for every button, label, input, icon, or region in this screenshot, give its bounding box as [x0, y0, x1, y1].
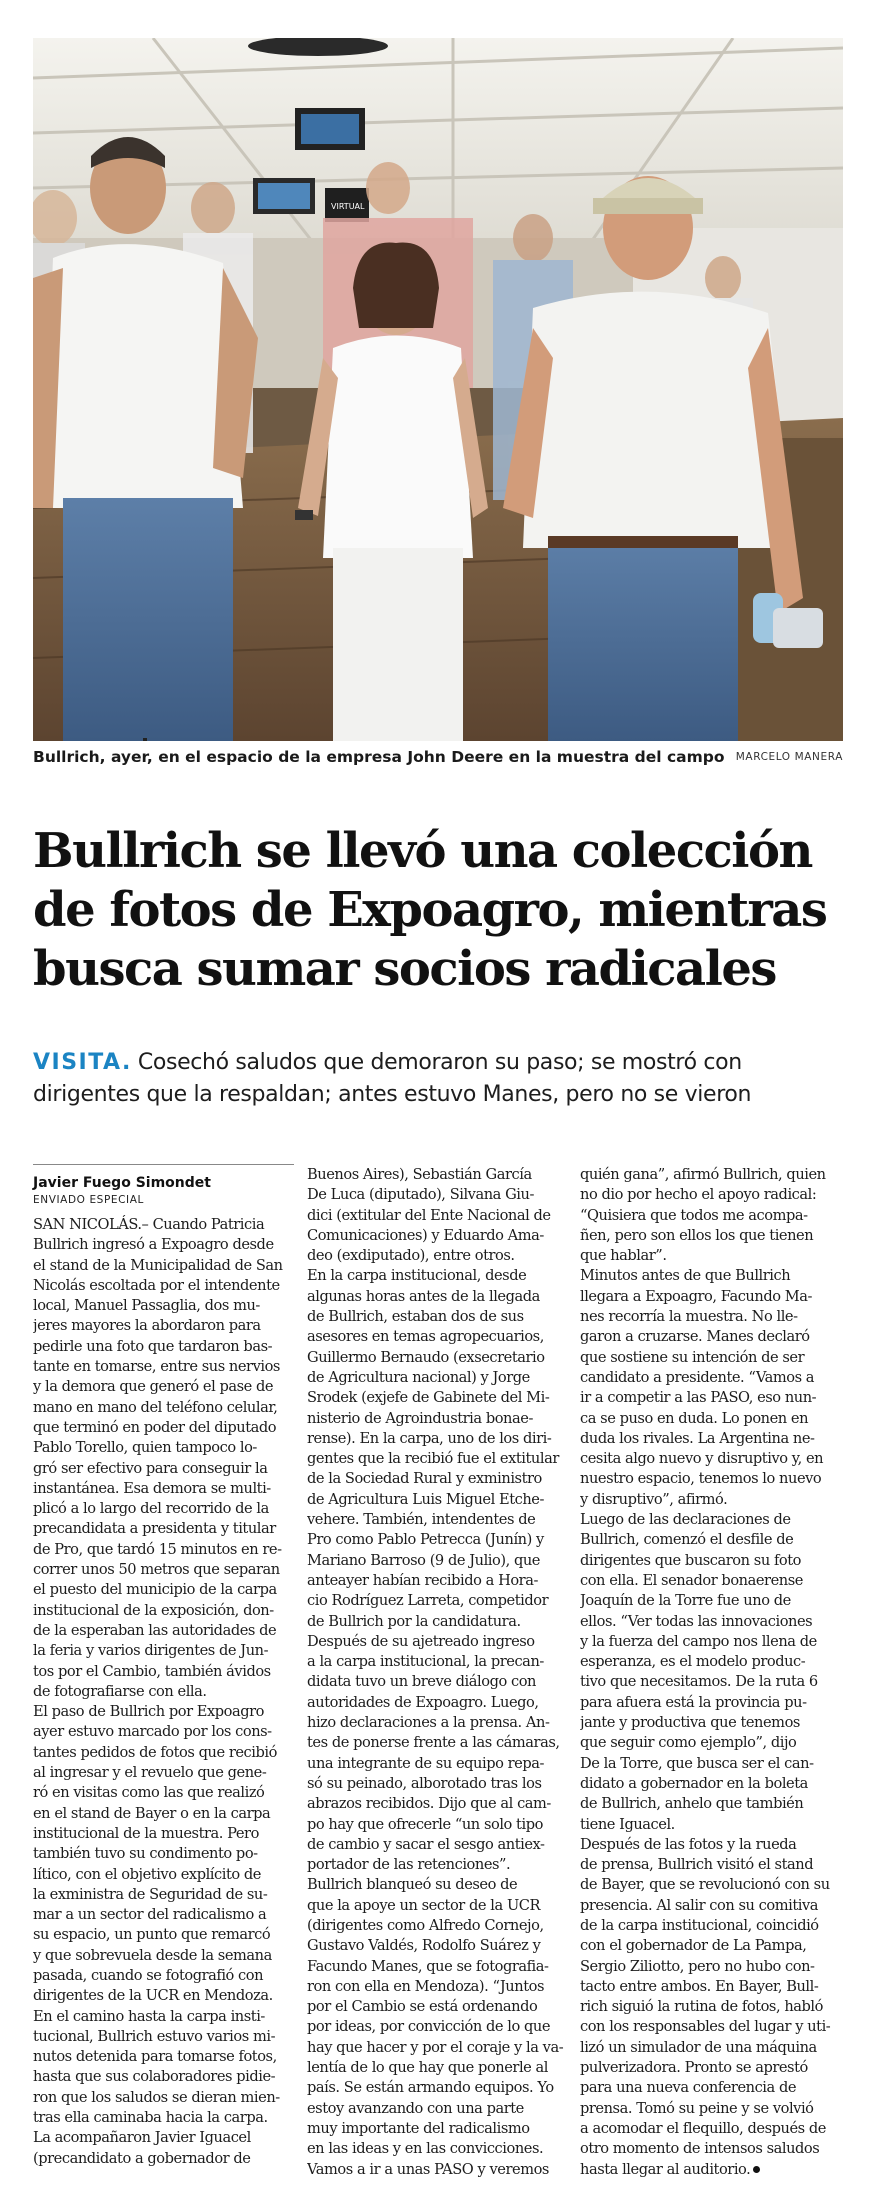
article-line: ron que los saludos se dieran mien-: [33, 2088, 280, 2106]
article-line: tivo que necesitamos. De la ruta 6: [580, 1673, 818, 1691]
headline-line: busca sumar socios radicales: [33, 941, 776, 997]
article-line: tante en tomarse, entre sus nervios: [33, 1358, 280, 1376]
article-line: el puesto del municipio de la carpa: [33, 1581, 277, 1599]
subhead-line: dirigentes que la respaldan; antes estuvo Manes, pero no se vieron: [33, 1082, 752, 1107]
article-line: Buenos Aires), Sebastián García: [307, 1166, 532, 1183]
article-line: dici (extitular del Ente Nacional de: [307, 1206, 551, 1224]
article-line: institucional de la muestra. Pero: [33, 1824, 259, 1842]
article-line: de Agricultura Luis Miguel Etche-: [307, 1490, 544, 1508]
article-line: candidato a presidente. “Vamos a: [580, 1368, 815, 1386]
article-line: Vamos a ir a unas PASO y veremos: [307, 2160, 549, 2178]
article-line: Pablo Torello, quien tampoco lo-: [33, 1439, 257, 1457]
article-line: vehere. También, intendentes de: [307, 1511, 536, 1529]
article-line: pulverizadora. Pronto se aprestó: [580, 2059, 808, 2077]
article-line: dirigentes de la UCR en Mendoza.: [33, 1987, 273, 2005]
article-line: por ideas, por convicción de lo que: [307, 2018, 551, 2036]
article-line: po hay que ofrecerle “un solo tipo: [307, 1815, 543, 1833]
article-line: por el Cambio se está ordenando: [307, 1998, 538, 2016]
article-line: prensa. Tomó su peine y se volvió: [580, 2099, 814, 2117]
article-line: a acomodar el flequillo, después de: [580, 2119, 826, 2137]
article-line: SAN NICOLÁS.– Cuando Patricia: [33, 1216, 265, 1233]
article-line: Pro como Pablo Petrecca (Junín) y: [307, 1531, 544, 1549]
article-line: (precandidato a gobernador de: [33, 2149, 251, 2167]
article-column-3: [580, 1165, 841, 2180]
article-line: de Bullrich, anhelo que también: [580, 1795, 804, 1813]
article-line: gró ser efectivo para conseguir la: [33, 1459, 268, 1477]
article-line: Facundo Manes, que se fotografia-: [307, 1957, 549, 1975]
article-line: de la esperaban las autoridades de: [33, 1621, 277, 1639]
article-line: El paso de Bullrich por Expoagro: [33, 1703, 265, 1721]
article-line: nutos detenida para tomarse fotos,: [33, 2048, 277, 2066]
article-line: rense). En la carpa, uno de los diri-: [307, 1429, 552, 1447]
article-line: Joaquín de la Torre fue uno de: [580, 1592, 791, 1610]
article-line: Srodek (exjefe de Gabinete del Mi-: [307, 1389, 550, 1407]
article-line: mar a un sector del radicalismo a: [33, 1906, 267, 1924]
article-line: abrazos recibidos. Dijo que al cam-: [307, 1795, 551, 1813]
article-line: portador de las retenciones”.: [307, 1856, 511, 1874]
article-line: só su peinado, alborotado tras los: [307, 1774, 542, 1792]
article-line: La acompañaron Javier Iguacel: [33, 2129, 251, 2147]
article-line: ellos. “Ver todas las innovaciones: [580, 1612, 813, 1630]
article-line: quién gana”, afirmó Bullrich, quien: [580, 1166, 826, 1183]
article-line: Después de su ajetreado ingreso: [307, 1632, 535, 1650]
article-line: tucional, Bullrich estuvo varios mi-: [33, 2027, 276, 2045]
article-line: y la demora que generó el pase de: [33, 1378, 274, 1396]
article-line: pasada, cuando se fotografió con: [33, 1966, 264, 1984]
article-line: lentía de lo que hay que ponerle al: [307, 2059, 549, 2077]
article-line: Guillermo Bernaudo (exsecretario: [307, 1348, 545, 1366]
article-line: tantes pedidos de fotos que recibió: [33, 1743, 277, 1761]
article-line: que sostiene su intención de ser: [580, 1348, 805, 1366]
article-line: no dio por hecho el apoyo radical:: [580, 1186, 817, 1204]
article-line: y que sobrevuela desde la semana: [33, 1946, 272, 1964]
headline-line: Bullrich se llevó una colección: [33, 823, 812, 879]
article-line: duda los rivales. La Argentina ne-: [580, 1429, 815, 1447]
article-line: la feria y varios dirigentes de Jun-: [33, 1642, 269, 1660]
article-line: instantánea. Esa demora se multi-: [33, 1479, 271, 1497]
photo-credit: MARCELO MANERA: [735, 751, 843, 763]
byline-author: Javier Fuego Simondet: [33, 1175, 211, 1191]
article-line: Bullrich, comenzó el desfile de: [580, 1531, 794, 1549]
article-line: De Luca (diputado), Silvana Giu-: [307, 1186, 534, 1204]
article-line: Minutos antes de que Bullrich: [580, 1267, 791, 1285]
article-line: hasta llegar al auditorio.: [580, 2160, 841, 2180]
article-line: Bullrich blanqueó su deseo de: [307, 1876, 518, 1894]
lead-photo: [33, 38, 843, 741]
article-line: que la apoye un sector de la UCR: [307, 1896, 541, 1914]
article-line: que hablar”.: [580, 1247, 667, 1265]
article-line: Después de las fotos y la rueda: [580, 1835, 797, 1853]
article-line: una integrante de su equipo repa-: [307, 1754, 544, 1772]
article-line: estoy avanzando con una parte: [307, 2099, 524, 2117]
article-line: al ingresar y el revuelo que gene-: [33, 1764, 267, 1782]
article-line: de la Sociedad Rural y exministro: [307, 1470, 542, 1488]
article-line: jeres mayores la abordaron para: [33, 1317, 261, 1335]
article-line: ir a competir a las PASO, eso nun-: [580, 1389, 817, 1407]
article-line: didato a gobernador en la boleta: [580, 1774, 808, 1792]
article-line: cesita algo nuevo y disruptivo y, en: [580, 1450, 824, 1468]
photo-illustration: [33, 38, 843, 741]
article-line: nuestro espacio, tenemos lo nuevo: [580, 1470, 822, 1488]
article-line: otro momento de intensos saludos: [580, 2140, 820, 2158]
article-line: de Pro, que tardó 15 minutos en re-: [33, 1540, 282, 1558]
article-line: con ella. El senador bonaerense: [580, 1571, 803, 1589]
article-line: institucional de la exposición, don-: [33, 1601, 274, 1619]
article-line: cio Rodríguez Larreta, competidor: [307, 1592, 549, 1610]
article-line: y la fuerza del campo nos llena de: [580, 1632, 817, 1650]
kicker: VISITA.: [33, 1050, 132, 1075]
article-line: tacto entre ambos. En Bayer, Bull-: [580, 1977, 819, 1995]
article-line: local, Manuel Passaglia, dos mu-: [33, 1297, 260, 1315]
article-line: de cambio y sacar el sesgo antiex-: [307, 1835, 545, 1853]
article-line: y disruptivo”, afirmó.: [580, 1490, 728, 1508]
article-line: correr unos 50 metros que separan: [33, 1561, 280, 1579]
article-line: con los responsables del lugar y uti-: [580, 2018, 831, 2036]
article-line: anteayer habían recibido a Hora-: [307, 1571, 538, 1589]
article-line: de Bayer, que se revolucionó con su: [580, 1876, 830, 1894]
article-line: hay que hacer y por el coraje y la va-: [307, 2038, 564, 2056]
photo-caption: Bullrich, ayer, en el espacio de la empresa John Deere en la muestra del campo: [33, 748, 725, 766]
article-line: ñen, pero son ellos los que tienen: [580, 1226, 814, 1244]
article-line: de Agricultura nacional) y Jorge: [307, 1368, 530, 1386]
article-line: jante y productiva que tenemos: [580, 1714, 800, 1732]
sign-text: VIRTUAL: [331, 202, 365, 211]
article-line: rich siguió la rutina de fotos, habló: [580, 1998, 823, 2016]
article-line: En la carpa institucional, desde: [307, 1267, 527, 1285]
article-line: lítico, con el objetivo explícito de: [33, 1865, 261, 1883]
article-line: con el gobernador de La Pampa,: [580, 1937, 807, 1955]
article-line: nes recorría la muestra. No lle-: [580, 1308, 798, 1326]
article-line: Bullrich ingresó a Expoagro desde: [33, 1236, 274, 1254]
article-line: hizo declaraciones a la prensa. An-: [307, 1714, 550, 1732]
article-line: tras ella caminaba hacia la carpa.: [33, 2109, 268, 2127]
article-line: Mariano Barroso (9 de Julio), que: [307, 1551, 540, 1569]
column-2-text: [307, 1165, 568, 2180]
byline-role: ENVIADO ESPECIAL: [33, 1194, 144, 1206]
article-line: precandidata a presidenta y titular: [33, 1520, 276, 1538]
article-line: En el camino hasta la carpa insti-: [33, 2007, 265, 2025]
article-line: Comunicaciones) y Eduardo Ama-: [307, 1226, 544, 1244]
article-line: para una nueva conferencia de: [580, 2079, 797, 2097]
subhead-line: [33, 1047, 853, 1079]
article-line: que terminó en poder del diputado: [33, 1418, 277, 1436]
article-line: país. Se están armando equipos. Yo: [307, 2079, 554, 2097]
article-line: esperanza, es el modelo produc-: [580, 1653, 806, 1671]
article-line: lizó un simulador de una máquina: [580, 2038, 817, 2056]
article-line: plicó a lo largo del recorrido de la: [33, 1500, 269, 1518]
article-line: tos por el Cambio, también ávidos: [33, 1662, 271, 1680]
headline-line: de fotos de Expoagro, mientras: [33, 882, 827, 938]
article-line: también tuvo su condimento po-: [33, 1845, 258, 1863]
article-line: (dirigentes como Alfredo Cornejo,: [307, 1916, 544, 1934]
article-line: la exministra de Seguridad de su-: [33, 1885, 268, 1903]
article-line: ró en visitas como las que realizó: [33, 1784, 265, 1802]
article-line: de la carpa institucional, coincidió: [580, 1916, 819, 1934]
subhead: [33, 1047, 853, 1111]
end-of-article-mark: [753, 2166, 760, 2173]
article-line: para afuera está la provincia pu-: [580, 1693, 807, 1711]
article-line: llegara a Expoagro, Facundo Ma-: [580, 1287, 812, 1305]
article-line: hasta que sus colaboradores pidie-: [33, 2068, 276, 2086]
article-line: de Bullrich por la candidatura.: [307, 1612, 521, 1630]
article-line: deo (exdiputado), entre otros.: [307, 1247, 515, 1265]
article-line: tiene Iguacel.: [580, 1815, 675, 1833]
article-line: Nicolás escoltada por el intendente: [33, 1276, 280, 1294]
article-line: Sergio Ziliotto, pero no hubo con-: [580, 1957, 815, 1975]
article-line: algunas horas antes de la llegada: [307, 1287, 540, 1305]
article-line: en las ideas y en las convicciones.: [307, 2140, 544, 2158]
article-line: nisterio de Agroindustria bonae-: [307, 1409, 533, 1427]
byline-rule: [33, 1164, 294, 1165]
article-line: presencia. Al salir con su comitiva: [580, 1896, 819, 1914]
article-line: Luego de las declaraciones de: [580, 1511, 791, 1529]
article-line: pedirle una foto que tardaron bas-: [33, 1337, 273, 1355]
article-line: asesores en temas agropecuarios,: [307, 1328, 544, 1346]
article-line: garon a cruzarse. Manes declaró: [580, 1328, 810, 1346]
article-line: a la carpa institucional, la precan-: [307, 1653, 544, 1671]
article-line: de fotografiarse con ella.: [33, 1682, 207, 1700]
article-line: de prensa, Bullrich visitó el stand: [580, 1856, 814, 1874]
article-line: de Bullrich, estaban dos de sus: [307, 1308, 524, 1326]
article-line: “Quisiera que todos me acompa-: [580, 1206, 808, 1224]
article-line: ayer estuvo marcado por los cons-: [33, 1723, 272, 1741]
headline: [33, 822, 853, 999]
article-line: dirigentes que buscaron su foto: [580, 1551, 801, 1569]
subhead-text: Cosechó saludos que demoraron su paso; se mostró con: [137, 1050, 742, 1075]
article-line: gentes que la recibió fue el extitular: [307, 1450, 559, 1468]
article-line: el stand de la Municipalidad de San: [33, 1256, 283, 1274]
column-1-text: [33, 1215, 294, 2169]
article-line: su espacio, un punto que remarcó: [33, 1926, 271, 1944]
article-line: Gustavo Valdés, Rodolfo Suárez y: [307, 1937, 541, 1955]
article-line: autoridades de Expoagro. Luego,: [307, 1693, 539, 1711]
article-column-2: [307, 1165, 568, 2180]
photo-caption-bar: [33, 748, 843, 772]
article-line: De la Torre, que busca ser el can-: [580, 1754, 814, 1772]
article-line: muy importante del radicalismo: [307, 2119, 530, 2137]
article-line: ron con ella en Mendoza). “Juntos: [307, 1977, 544, 1995]
article-line: que seguir como ejemplo”, dijo: [580, 1734, 797, 1752]
article-column-1: [33, 1173, 294, 2169]
article-line: en el stand de Bayer o en la carpa: [33, 1804, 271, 1822]
column-3-text: [580, 1165, 841, 2180]
article-line: tes de ponerse frente a las cámaras,: [307, 1734, 560, 1752]
article-line: ca se puso en duda. Lo ponen en: [580, 1409, 809, 1427]
article-line: mano en mano del teléfono celular,: [33, 1398, 278, 1416]
article-line: didata tuvo un breve diálogo con: [307, 1673, 536, 1691]
